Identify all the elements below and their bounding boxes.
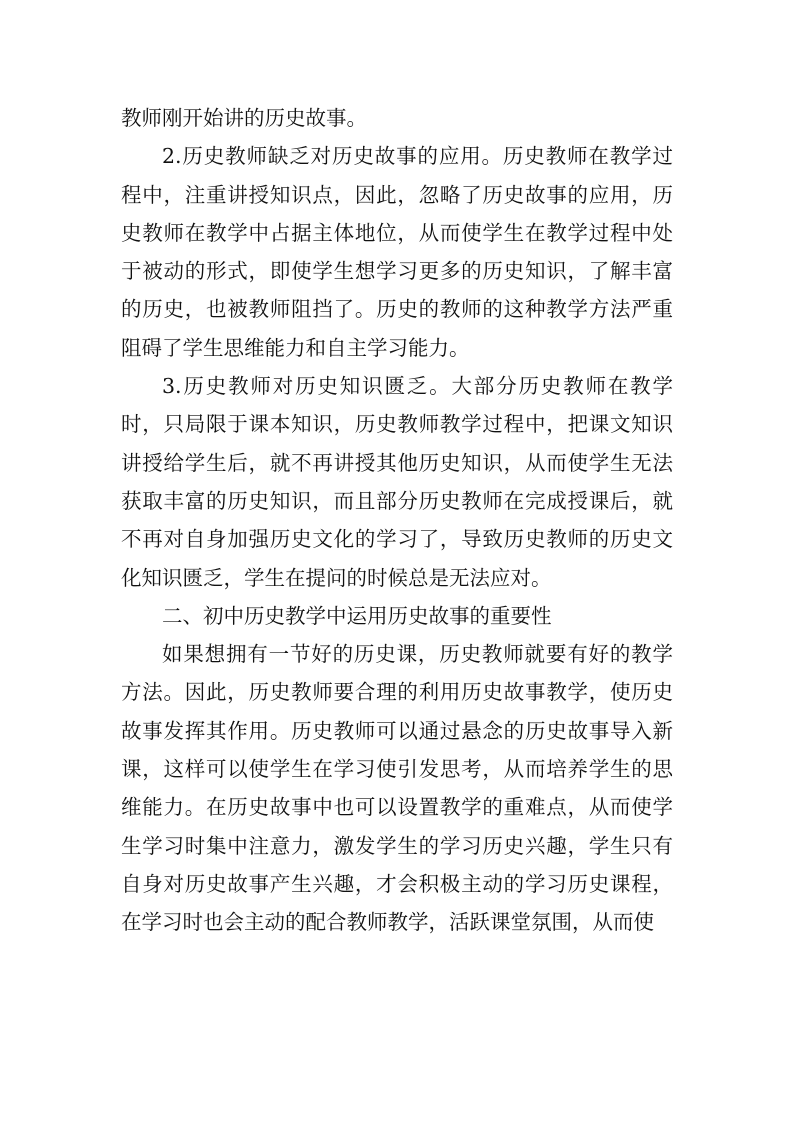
paragraph-point-2: 2.历史教师缺乏对历史故事的应用。历史教师在教学过程中，注重讲授知识点，因此，忽略了历史故事的应用，历史教师在教学中占据主体地位，从而使学生在教学过程中处于被动的形式，即使学生想学习更多的历史知识，了解丰富的历史，也被教师阻挡了。历史的教师的这种教学方法严重阻碍了学生思维能力和自主学习能力。 [121,144,673,360]
paragraph-continuation: 教师刚开始讲的历史故事。 [121,106,367,130]
document-body [121,99,673,942]
section-heading: 二、初中历史教学中运用历史故事的重要性 [162,603,552,628]
paragraph-importance: 如果想拥有一节好的历史课，历史教师就要有好的教学方法。因此，历史教师要合理的利用历史故事教学，使历史故事发挥其作用。历史教师可以通过悬念的历史故事导入新课，这样可以使学生在学习使引发思考，从而培养学生的思维能力。在历史故事中也可以设置教学的重难点，从而使学生学习时集中注意力，激发学生的学习历史兴趣，学生只有自身对历史故事产生兴趣，才会积极主动的学习历史课程，在学习时也会主动的配合教师教学，活跃课堂氛围，从而使 [121,642,673,935]
paragraph-point-3: 3.历史教师对历史知识匮乏。大部分历史教师在教学时，只局限于课本知识，历史教师教学过程中，把课文知识讲授给学生后，就不再讲授其他历史知识，从而使学生无法获取丰富的历史知识，而且部分历史教师在完成授课后，就不再对自身加强历史文化的学习了，导致历史教师的历史文化知识匮乏，学生在提问的时候总是无法应对。 [121,374,673,590]
